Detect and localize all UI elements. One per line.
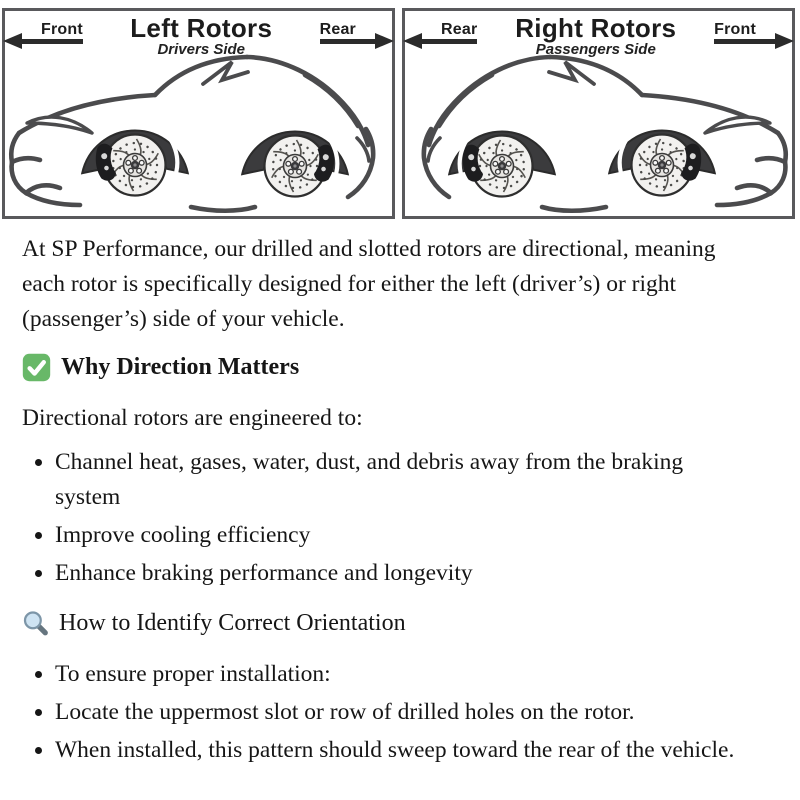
identify-orientation-heading (22, 608, 770, 638)
front-arrow-label (714, 21, 756, 46)
identify-bullet-list (22, 657, 770, 768)
rotor-direction-diagram (2, 8, 798, 219)
magnifying-glass-icon (22, 609, 49, 637)
article-body (0, 232, 800, 797)
panel-header-left (15, 15, 382, 58)
list-item: • Improve cooling efficiency (55, 518, 700, 553)
diagram-panel-right (402, 8, 795, 219)
front-arrow-label (41, 21, 83, 46)
panel-subtitle: Passengers Side (535, 41, 656, 58)
list-item: • When installed, this pattern should sweep toward the rear of the vehicle. (55, 733, 760, 768)
heading-text: How to Identify Correct Orientation (59, 610, 406, 636)
svg-text:Rotation: Rotation (492, 108, 545, 138)
direction-label: Rear (441, 21, 478, 38)
list-item: • Locate the uppermost slot or row of drilled holes on the rotor. (55, 695, 760, 730)
list-item: • To ensure proper installation: (55, 657, 760, 692)
why-bullet-list (22, 445, 770, 591)
rear-arrow-label (320, 21, 356, 46)
direction-label: Rear (319, 21, 356, 38)
rear-arrow-label (441, 21, 477, 46)
panel-title: Left Rotors (130, 13, 273, 43)
list-item: • Channel heat, gases, water, dust, and debris away from the braking system (55, 445, 700, 515)
svg-text:Rotation: Rotation (652, 107, 705, 137)
panel-title-block (83, 15, 320, 58)
direction-label: Front (714, 21, 756, 38)
direction-label: Front (41, 21, 83, 38)
list-item: • Enhance braking performance and longevity (55, 556, 700, 591)
diagram-panel-left (2, 8, 395, 219)
car-sketch-mirrored (424, 57, 786, 211)
check-mark-icon (22, 353, 51, 382)
panel-header-right (415, 15, 782, 58)
panel-title-block (477, 15, 714, 58)
why-lead-text: Directional rotors are engineered to: (22, 405, 363, 431)
heading-text: Why Direction Matters (61, 354, 300, 380)
intro-paragraph: At SP Performance, our drilled and slotted rotors are directional, meaning each rotor is specifically designed for either the left (driver’s) or right (passenger’s) side of your vehicle. (22, 236, 716, 332)
svg-text:Rotation: Rotation (285, 108, 338, 138)
why-direction-matters-heading (22, 352, 770, 382)
svg-text:Rotation: Rotation (125, 107, 178, 137)
car-sketch (11, 57, 373, 211)
panel-title: Right Rotors (515, 13, 677, 43)
panel-subtitle: Drivers Side (157, 41, 246, 58)
